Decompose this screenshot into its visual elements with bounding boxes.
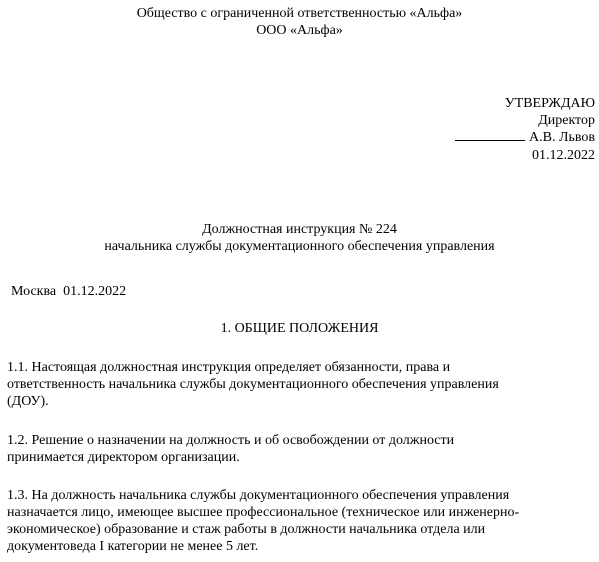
org-full-name: Общество с ограниченной ответственностью «Альфа» xyxy=(136,6,463,21)
paragraph-1-1 xyxy=(7,359,595,410)
doc-title-line2: начальника службы документационного обеспечения управления xyxy=(104,239,495,254)
paragraph-line: документоведа I категории не менее 5 лет. xyxy=(7,539,259,554)
approval-signature-row xyxy=(455,131,595,145)
paragraph-line: экономическое) образование и стаж работы в должности начальника отдела или xyxy=(7,522,486,537)
paragraph-1-2 xyxy=(7,432,595,466)
paragraph-line: назначается лицо, имеющее высшее профессиональное (техническое или инженерно- xyxy=(7,505,520,520)
org-short-name: ООО «Альфа» xyxy=(256,23,343,38)
paragraph-line: принимается директором организации. xyxy=(7,450,240,465)
paragraph-line: ответственность начальника службы документационного обеспечения управления xyxy=(7,377,499,392)
place-date: Москва 01.12.2022 xyxy=(11,284,127,299)
paragraph-line: 1.1. Настоящая должностная инструкция определяет обязанности, права и xyxy=(7,360,451,375)
paragraph-1-3 xyxy=(7,487,595,555)
paragraph-line: 1.2. Решение о назначении на должность и об освобождении от должности xyxy=(7,433,455,448)
approval-position: Директор xyxy=(538,113,595,128)
paragraph-line: 1.3. На должность начальника службы документационного обеспечения управления xyxy=(7,488,510,503)
approval-signatory: А.В. Львов xyxy=(529,130,595,145)
paragraph-line: (ДОУ). xyxy=(7,394,49,409)
approval-date: 01.12.2022 xyxy=(532,148,595,163)
approval-heading: УТВЕРЖДАЮ xyxy=(504,96,595,111)
signature-line xyxy=(455,139,525,141)
doc-title-line1: Должностная инструкция № 224 xyxy=(202,222,397,237)
section-heading: 1. ОБЩИЕ ПОЛОЖЕНИЯ xyxy=(220,321,379,336)
